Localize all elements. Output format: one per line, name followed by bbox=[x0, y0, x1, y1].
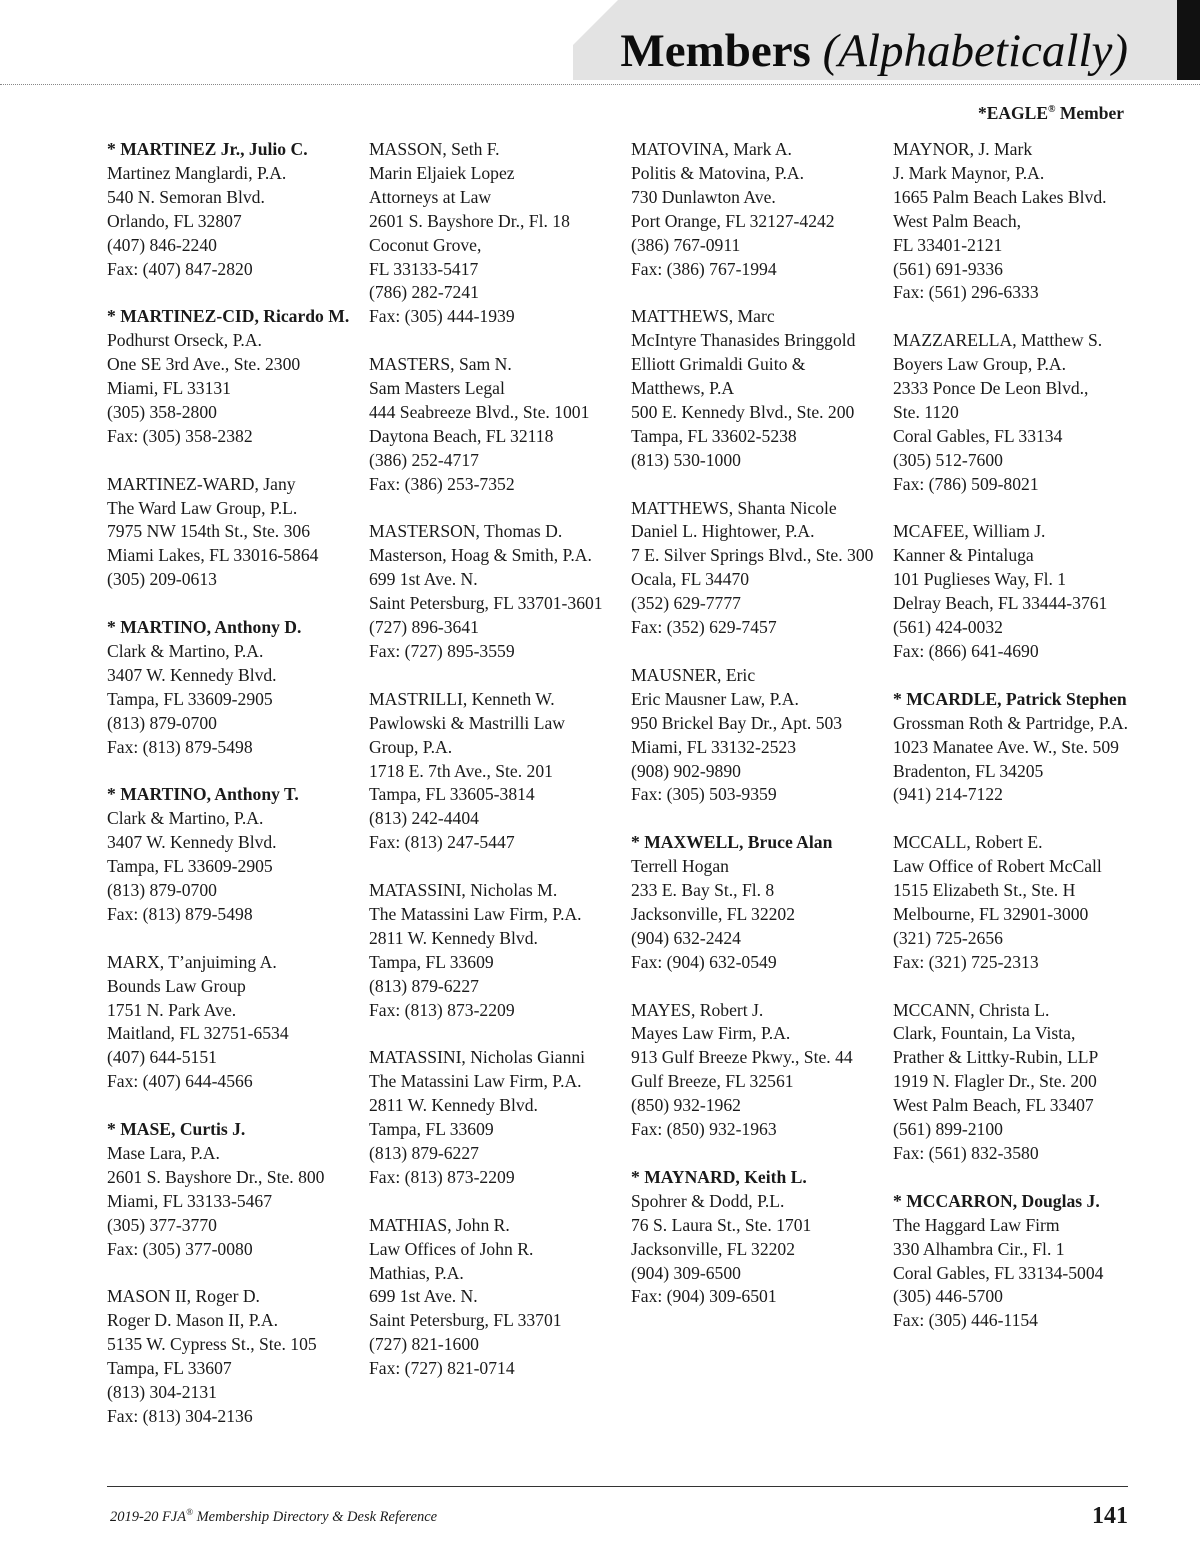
member-detail-line: FL 33401-2121 bbox=[893, 234, 1003, 255]
member-fax: Fax: (813) 304-2136 bbox=[107, 1405, 253, 1426]
member-detail-line: Miami, FL 33132-2523 bbox=[631, 736, 797, 757]
page-title bbox=[620, 22, 1128, 80]
member-detail-line: Sam Masters Legal bbox=[369, 378, 505, 399]
member-detail-line: 7 E. Silver Springs Blvd., Ste. 300 bbox=[631, 545, 874, 566]
member-phone: (305) 512-7600 bbox=[893, 449, 1003, 470]
member-detail-line: Orlando, FL 32807 bbox=[107, 210, 242, 231]
member-detail-line: The Ward Law Group, P.L. bbox=[107, 497, 298, 518]
member-detail-line: Coral Gables, FL 33134-5004 bbox=[893, 1262, 1104, 1283]
member-detail-line: 101 Puglieses Way, Fl. 1 bbox=[893, 569, 1067, 590]
member-entry bbox=[107, 783, 365, 926]
member-detail-line: Ocala, FL 34470 bbox=[631, 569, 750, 590]
member-detail-line: 699 1st Ave. N. bbox=[369, 569, 478, 590]
member-detail-line: Daytona Beach, FL 32118 bbox=[369, 425, 554, 446]
member-detail-line: Tampa, FL 33609 bbox=[369, 1119, 494, 1140]
member-detail-line: West Palm Beach, bbox=[893, 210, 1022, 231]
registered-mark: ® bbox=[186, 1507, 193, 1517]
member-name: MAYNOR, J. Mark bbox=[893, 139, 1033, 159]
header-edge-bar bbox=[1177, 0, 1200, 80]
member-entry bbox=[631, 497, 889, 640]
member-detail-line: 950 Brickel Bay Dr., Apt. 503 bbox=[631, 712, 843, 733]
member-entry bbox=[107, 138, 365, 281]
member-detail-line: 1665 Palm Beach Lakes Blvd. bbox=[893, 186, 1107, 207]
member-name: MATASSINI, Nicholas Gianni bbox=[369, 1047, 586, 1068]
member-detail-line: 540 N. Semoran Blvd. bbox=[107, 186, 265, 207]
member-phone: (813) 879-0700 bbox=[107, 880, 217, 901]
member-fax: Fax: (727) 821-0714 bbox=[369, 1358, 515, 1379]
page-title-sub: (Alphabetically) bbox=[822, 25, 1128, 77]
member-entry bbox=[893, 138, 1151, 305]
member-entry bbox=[107, 473, 365, 593]
member-detail-line: Terrell Hogan bbox=[631, 856, 729, 877]
member-detail-line: Tampa, FL 33609-2905 bbox=[107, 688, 273, 709]
member-entry bbox=[369, 1214, 627, 1381]
member-phone: (305) 358-2800 bbox=[107, 401, 217, 422]
member-detail-line: Port Orange, FL 32127-4242 bbox=[631, 210, 835, 231]
footer-divider bbox=[107, 1486, 1128, 1487]
eagle-legend bbox=[978, 103, 1124, 124]
member-fax: Fax: (305) 503-9359 bbox=[631, 784, 777, 805]
member-fax: Fax: (813) 247-5447 bbox=[369, 832, 515, 853]
member-detail-line: Tampa, FL 33609 bbox=[369, 951, 494, 972]
member-name: MATOVINA, Mark A. bbox=[631, 139, 792, 159]
member-detail-line: 7975 NW 154th St., Ste. 306 bbox=[107, 521, 310, 542]
member-detail-line: Saint Petersburg, FL 33701 bbox=[369, 1310, 562, 1331]
member-name: MAYES, Robert J. bbox=[631, 999, 764, 1020]
member-fax: Fax: (305) 358-2382 bbox=[107, 425, 253, 446]
member-detail-line: Marin Eljaiek Lopez bbox=[369, 162, 515, 183]
member-detail-line: Prather & Littky-Rubin, LLP bbox=[893, 1047, 1099, 1068]
member-fax: Fax: (727) 895-3559 bbox=[369, 641, 515, 661]
member-fax: Fax: (386) 767-1994 bbox=[631, 258, 777, 279]
member-phone: (813) 304-2131 bbox=[107, 1382, 217, 1403]
member-detail-line: 1515 Elizabeth St., Ste. H bbox=[893, 880, 1076, 901]
member-detail-line: Grossman Roth & Partridge, P.A. bbox=[893, 712, 1129, 733]
member-entry bbox=[107, 616, 365, 759]
member-phone: (305) 209-0613 bbox=[107, 569, 217, 590]
page-number: 141 bbox=[1092, 1503, 1128, 1529]
member-phone: (941) 214-7122 bbox=[893, 784, 1003, 805]
member-detail-line: 2333 Ponce De Leon Blvd., bbox=[893, 378, 1089, 399]
member-detail-line: Kanner & Pintaluga bbox=[893, 545, 1034, 566]
member-detail-line: Podhurst Orseck, P.A. bbox=[107, 330, 262, 351]
member-phone: (908) 902-9890 bbox=[631, 760, 741, 781]
member-fax: Fax: (321) 725-2313 bbox=[893, 951, 1039, 972]
member-detail-line: Bradenton, FL 34205 bbox=[893, 760, 1044, 781]
member-phone: (727) 896-3641 bbox=[369, 617, 479, 638]
member-entry bbox=[893, 329, 1151, 496]
member-detail-line: Gulf Breeze, FL 32561 bbox=[631, 1071, 794, 1092]
member-fax: Fax: (904) 309-6501 bbox=[631, 1286, 777, 1307]
member-detail-line: 2601 S. Bayshore Dr., Ste. 800 bbox=[107, 1166, 325, 1187]
member-entry bbox=[631, 138, 889, 281]
member-fax: Fax: (561) 296-6333 bbox=[893, 282, 1039, 303]
member-detail-line: Martinez Manglardi, P.A. bbox=[107, 162, 287, 183]
member-entry bbox=[631, 831, 889, 974]
member-phone: (850) 932-1962 bbox=[631, 1095, 741, 1116]
member-detail-line: The Matassini Law Firm, P.A. bbox=[369, 903, 582, 924]
member-detail-line: Mathias, P.A. bbox=[369, 1262, 464, 1283]
member-name-eagle: * MAXWELL, Bruce Alan bbox=[631, 832, 833, 853]
member-detail-line: Melbourne, FL 32901-3000 bbox=[893, 903, 1089, 924]
member-name: MARTINEZ-WARD, Jany bbox=[107, 473, 296, 494]
member-detail-line: FL 33133-5417 bbox=[369, 258, 479, 279]
member-entry bbox=[369, 879, 627, 1022]
member-detail-line: 730 Dunlawton Ave. bbox=[631, 186, 776, 207]
member-detail-line: West Palm Beach, FL 33407 bbox=[893, 1095, 1094, 1116]
member-entry bbox=[369, 138, 627, 329]
member-detail-line: 913 Gulf Breeze Pkwy., Ste. 44 bbox=[631, 1047, 853, 1068]
member-name: MASTERS, Sam N. bbox=[369, 354, 512, 375]
member-detail-line: Miami Lakes, FL 33016-5864 bbox=[107, 545, 319, 566]
member-detail-line: McIntyre Thanasides Bringgold bbox=[631, 330, 856, 351]
member-detail-line: Mase Lara, P.A. bbox=[107, 1142, 220, 1163]
publication-name: Membership Directory & Desk Reference bbox=[192, 1508, 438, 1525]
member-column-3 bbox=[631, 138, 889, 1333]
member-detail-line: Miami, FL 33133-5467 bbox=[107, 1190, 273, 1211]
member-fax: Fax: (305) 377-0080 bbox=[107, 1238, 253, 1259]
member-detail-line: Matthews, P.A bbox=[631, 378, 735, 399]
member-name-eagle: * MCARDLE, Patrick Stephen bbox=[893, 688, 1127, 709]
member-phone: (813) 879-6227 bbox=[369, 1142, 479, 1163]
member-fax: Fax: (813) 873-2209 bbox=[369, 1166, 515, 1187]
member-detail-line: 330 Alhambra Cir., Fl. 1 bbox=[893, 1238, 1065, 1259]
member-detail-line: Bounds Law Group bbox=[107, 975, 246, 996]
member-columns bbox=[107, 138, 1137, 1438]
member-entry bbox=[893, 520, 1151, 663]
member-detail-line: 3407 W. Kennedy Blvd. bbox=[107, 832, 277, 853]
member-detail-line: Pawlowski & Mastrilli Law bbox=[369, 712, 565, 733]
member-entry bbox=[107, 951, 365, 1094]
member-detail-line: Tampa, FL 33602-5238 bbox=[631, 425, 797, 446]
publication-year: 2019-20 FJA bbox=[110, 1508, 187, 1525]
member-entry bbox=[631, 664, 889, 807]
member-column-1 bbox=[107, 138, 365, 1453]
member-detail-line: The Matassini Law Firm, P.A. bbox=[369, 1071, 582, 1092]
member-entry bbox=[369, 688, 627, 855]
member-detail-line: Tampa, FL 33609-2905 bbox=[107, 856, 273, 877]
member-detail-line: Group, P.A. bbox=[369, 736, 453, 757]
member-detail-line: 500 E. Kennedy Blvd., Ste. 200 bbox=[631, 401, 855, 422]
member-entry bbox=[631, 305, 889, 472]
member-detail-line: 3407 W. Kennedy Blvd. bbox=[107, 664, 277, 685]
publication-title bbox=[110, 1507, 437, 1526]
member-phone: (813) 530-1000 bbox=[631, 449, 741, 470]
member-fax: Fax: (813) 879-5498 bbox=[107, 903, 253, 924]
member-detail-line: 2811 W. Kennedy Blvd. bbox=[369, 927, 538, 948]
member-name: MATTHEWS, Marc bbox=[631, 306, 775, 327]
member-detail-line: 1919 N. Flagler Dr., Ste. 200 bbox=[893, 1071, 1097, 1092]
member-name: MASON II, Roger D. bbox=[107, 1286, 260, 1307]
member-detail-line: Daniel L. Hightower, P.A. bbox=[631, 521, 815, 542]
member-detail-line: Boyers Law Group, P.A. bbox=[893, 354, 1066, 375]
member-phone: (386) 252-4717 bbox=[369, 449, 479, 470]
member-name: MASTRILLI, Kenneth W. bbox=[369, 688, 555, 709]
member-phone: (561) 424-0032 bbox=[893, 617, 1003, 638]
member-detail-line: Attorneys at Law bbox=[369, 186, 492, 207]
member-detail-line: 76 S. Laura St., Ste. 1701 bbox=[631, 1214, 812, 1235]
member-detail-line: 1023 Manatee Ave. W., Ste. 509 bbox=[893, 736, 1119, 757]
member-detail-line: Law Office of Robert McCall bbox=[893, 856, 1102, 877]
member-name-eagle: * MCCARRON, Douglas J. bbox=[893, 1190, 1100, 1211]
member-detail-line: Eric Mausner Law, P.A. bbox=[631, 688, 799, 709]
member-name-eagle: * MARTINO, Anthony D. bbox=[107, 617, 302, 638]
member-detail-line: 699 1st Ave. N. bbox=[369, 1286, 478, 1307]
member-detail-line: Elliott Grimaldi Guito & bbox=[631, 354, 806, 375]
member-entry bbox=[631, 1166, 889, 1309]
member-detail-line: Maitland, FL 32751-6534 bbox=[107, 1023, 289, 1044]
member-entry bbox=[893, 999, 1151, 1166]
member-column-2 bbox=[369, 138, 627, 1405]
member-phone: (305) 377-3770 bbox=[107, 1214, 217, 1235]
member-phone: (813) 242-4404 bbox=[369, 808, 479, 829]
member-entry bbox=[369, 520, 627, 663]
member-detail-line: 2811 W. Kennedy Blvd. bbox=[369, 1095, 538, 1116]
member-phone: (561) 899-2100 bbox=[893, 1119, 1003, 1140]
member-detail-line: Saint Petersburg, FL 33701-3601 bbox=[369, 593, 603, 614]
member-name: MATHIAS, John R. bbox=[369, 1214, 510, 1235]
member-fax: Fax: (813) 879-5498 bbox=[107, 736, 253, 757]
member-fax: Fax: (305) 446-1154 bbox=[893, 1310, 1038, 1331]
eagle-legend-label: *EAGLE bbox=[977, 103, 1048, 123]
member-detail-line: Politis & Matovina, P.A. bbox=[631, 162, 805, 183]
member-detail-line: Spohrer & Dodd, P.L. bbox=[631, 1190, 785, 1211]
member-detail-line: Law Offices of John R. bbox=[369, 1238, 534, 1259]
member-name: MAUSNER, Eric bbox=[631, 664, 756, 685]
member-detail-line: 233 E. Bay St., Fl. 8 bbox=[631, 880, 775, 901]
member-entry bbox=[369, 1046, 627, 1189]
member-phone: (786) 282-7241 bbox=[369, 282, 479, 303]
member-detail-line: 1718 E. 7th Ave., Ste. 201 bbox=[369, 760, 553, 781]
registered-mark: ® bbox=[1048, 104, 1056, 116]
member-name-eagle: * MARTINO, Anthony T. bbox=[107, 784, 299, 805]
member-name-eagle: * MARTINEZ-CID, Ricardo M. bbox=[107, 306, 350, 327]
member-detail-line: Roger D. Mason II, P.A. bbox=[107, 1310, 279, 1331]
member-entry bbox=[107, 1118, 365, 1261]
member-name: MARX, T’anjuiming A. bbox=[107, 951, 277, 972]
member-phone: (352) 629-7777 bbox=[631, 593, 741, 614]
member-fax: Fax: (904) 632-0549 bbox=[631, 951, 777, 972]
member-entry bbox=[107, 305, 365, 448]
member-detail-line: Clark & Martino, P.A. bbox=[107, 640, 264, 661]
member-detail-line: 444 Seabreeze Blvd., Ste. 1001 bbox=[369, 401, 590, 422]
member-entry bbox=[369, 353, 627, 496]
member-fax: Fax: (352) 629-7457 bbox=[631, 617, 777, 638]
member-name: MAZZARELLA, Matthew S. bbox=[893, 330, 1103, 351]
member-entry bbox=[893, 1190, 1151, 1333]
member-phone: (904) 632-2424 bbox=[631, 927, 741, 948]
member-phone: (904) 309-6500 bbox=[631, 1262, 741, 1283]
member-fax: Fax: (786) 509-8021 bbox=[893, 473, 1039, 494]
member-detail-line: One SE 3rd Ave., Ste. 2300 bbox=[107, 354, 301, 375]
member-detail-line: Mayes Law Firm, P.A. bbox=[631, 1023, 791, 1044]
member-name-eagle: * MASE, Curtis J. bbox=[107, 1119, 246, 1140]
member-phone: (813) 879-0700 bbox=[107, 712, 217, 733]
member-detail-line: Miami, FL 33131 bbox=[107, 378, 231, 399]
member-detail-line: Clark & Martino, P.A. bbox=[107, 808, 264, 829]
member-phone: (321) 725-2656 bbox=[893, 927, 1003, 948]
member-fax: Fax: (850) 932-1963 bbox=[631, 1119, 777, 1140]
member-column-4 bbox=[893, 138, 1151, 1357]
header-divider bbox=[0, 84, 1200, 85]
member-fax: Fax: (407) 847-2820 bbox=[107, 258, 253, 279]
member-detail-line: Ste. 1120 bbox=[893, 401, 959, 422]
member-phone: (561) 691-9336 bbox=[893, 258, 1003, 279]
page-title-main: Members bbox=[620, 25, 811, 77]
eagle-legend-suffix: Member bbox=[1055, 103, 1124, 123]
member-fax: Fax: (561) 832-3580 bbox=[893, 1142, 1039, 1163]
member-fax: Fax: (866) 641-4690 bbox=[893, 641, 1039, 661]
member-name: MCCANN, Christa L. bbox=[893, 999, 1050, 1020]
member-name-eagle: * MAYNARD, Keith L. bbox=[631, 1166, 807, 1187]
member-detail-line: 5135 W. Cypress St., Ste. 105 bbox=[107, 1334, 317, 1355]
member-phone: (407) 644-5151 bbox=[107, 1047, 217, 1068]
member-detail-line: Masterson, Hoag & Smith, P.A. bbox=[369, 545, 592, 566]
member-phone: (727) 821-1600 bbox=[369, 1334, 479, 1355]
member-name: MATTHEWS, Shanta Nicole bbox=[631, 497, 837, 518]
member-entry bbox=[631, 999, 889, 1142]
member-detail-line: Tampa, FL 33607 bbox=[107, 1358, 232, 1379]
member-entry bbox=[893, 688, 1151, 808]
member-fax: Fax: (813) 873-2209 bbox=[369, 999, 515, 1020]
member-detail-line: Coconut Grove, bbox=[369, 234, 482, 255]
member-phone: (386) 767-0911 bbox=[631, 234, 741, 255]
member-name: MCAFEE, William J. bbox=[893, 521, 1046, 542]
member-detail-line: Tampa, FL 33605-3814 bbox=[369, 784, 535, 805]
member-name: MASSON, Seth F. bbox=[369, 139, 500, 159]
member-name: MCCALL, Robert E. bbox=[893, 832, 1043, 853]
member-detail-line: Jacksonville, FL 32202 bbox=[631, 903, 796, 924]
member-phone: (407) 846-2240 bbox=[107, 234, 217, 255]
member-entry bbox=[107, 1285, 365, 1428]
member-name-eagle: * MARTINEZ Jr., Julio C. bbox=[107, 139, 308, 159]
member-detail-line: 2601 S. Bayshore Dr., Fl. 18 bbox=[369, 210, 570, 231]
member-fax: Fax: (407) 644-4566 bbox=[107, 1071, 253, 1092]
member-detail-line: Clark, Fountain, La Vista, bbox=[893, 1023, 1076, 1044]
member-detail-line: Coral Gables, FL 33134 bbox=[893, 425, 1063, 446]
member-fax: Fax: (305) 444-1939 bbox=[369, 306, 515, 327]
member-detail-line: Delray Beach, FL 33444-3761 bbox=[893, 593, 1108, 614]
member-fax: Fax: (386) 253-7352 bbox=[369, 473, 515, 494]
member-entry bbox=[893, 831, 1151, 974]
member-phone: (813) 879-6227 bbox=[369, 975, 479, 996]
member-detail-line: The Haggard Law Firm bbox=[893, 1214, 1060, 1235]
member-detail-line: J. Mark Maynor, P.A. bbox=[893, 162, 1045, 183]
member-name: MASTERSON, Thomas D. bbox=[369, 521, 563, 542]
member-name: MATASSINI, Nicholas M. bbox=[369, 880, 558, 901]
member-detail-line: Jacksonville, FL 32202 bbox=[631, 1238, 796, 1259]
member-detail-line: 1751 N. Park Ave. bbox=[107, 999, 237, 1020]
member-phone: (305) 446-5700 bbox=[893, 1286, 1003, 1307]
